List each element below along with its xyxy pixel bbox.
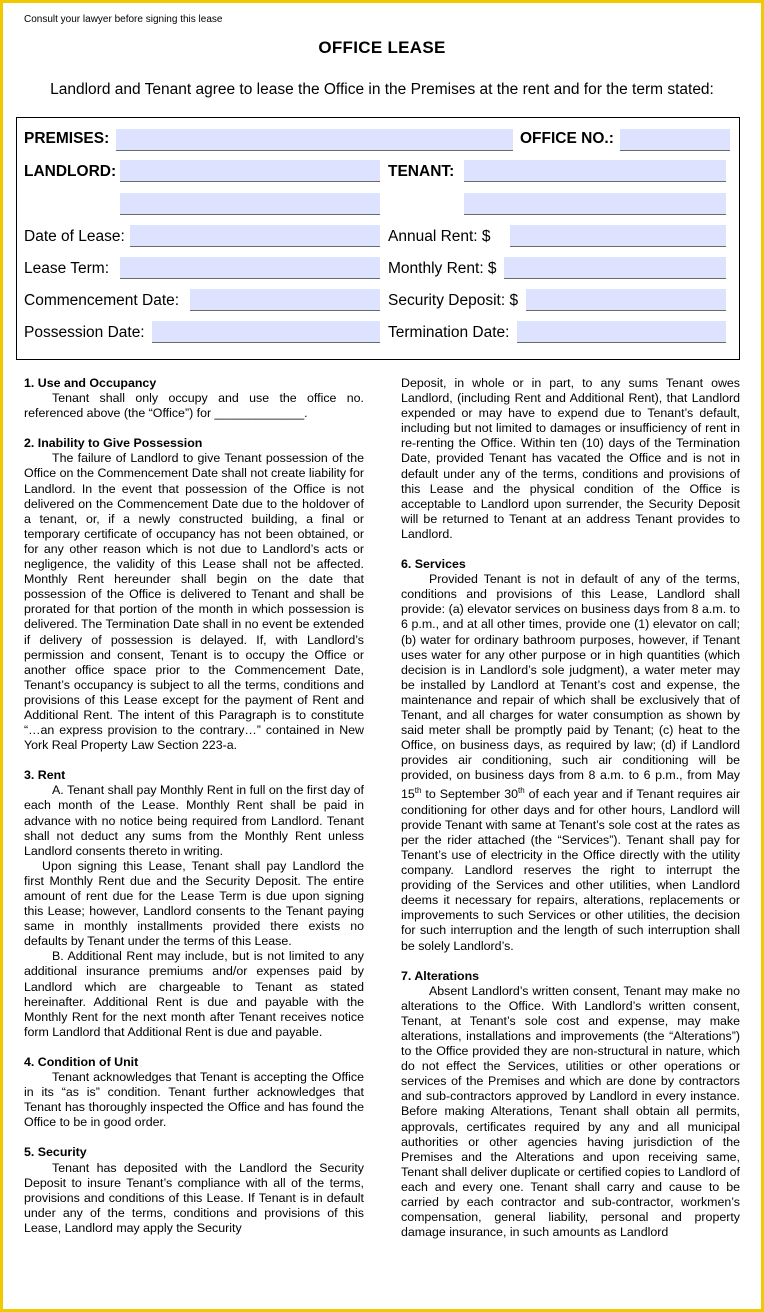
monthly-rent-label: Monthly Rent: $ (388, 260, 497, 277)
date-of-lease-label: Date of Lease: (24, 228, 125, 245)
section-text: Absent Landlord’s written consent, Tenant may make no alterations to the Office. With Landlord’s written consent, Tenant, at Tenant’s sole cost and expense, may make alterations, installations and improvements (the “Alterations”) to the Office provided they are non-structural in nature, which do not effect the Services, utilities or other operations or services of the Premises and which are done by contractors and sub-contractors approved by Landlord in every instance. Before making Alterations, Tenant shall obtain all permits, approvals, certificates required by any and all municipal authorities or other agencies having jurisdiction of the Premises and the Alterations and upon receiving same, Tenant shall deliver duplicate or certified copies to Landlord of each and every one. Tenant shall carry and cause to be carried by each contractor and sub-contractor, workmen’s compensation, general liability, personal and property damage insurance, in such amounts as Landlord (401, 983, 740, 1240)
tenant-label: TENANT: (388, 163, 455, 180)
section-text: Tenant has deposited with the Landlord the Security Deposit to insure Tenant’s compliance with all of the terms, provisions and conditions of this Lease. If Tenant is in default under any of the terms, conditions and provisions of this Lease, Landlord may apply the Security (24, 1160, 364, 1235)
lease-form (16, 117, 740, 360)
superscript: th (414, 786, 422, 796)
lease-term-label: Lease Term: (24, 260, 110, 277)
services-text-c: of each year and if Tenant requires air conditioning for other days and for other hours, Landlord will provide Tenant with same at Tenant’s sole cost at the rates as per the rider attached (the “Services”). Tenant shall pay for Tenant’s use of electricity in the Office directly with the utility company. Landlord reserves the right to interrupt the providing of the Services and other utilities, when Landlord deems it necessary for repairs, alterations, replacements or improvements to such Services or other utilities, the decision for such interruption and the length of such interruption shall be solely Landlord’s. (401, 787, 740, 953)
section-heading: 5. Security (24, 1145, 87, 1160)
section-heading: 1. Use and Occupancy (24, 376, 157, 390)
page-subtitle: Landlord and Tenant agree to lease the Office in the Premises at the rent and for the term stated: (50, 81, 714, 98)
section-heading: 6. Services (401, 557, 466, 572)
section-text: Tenant shall only occupy and use the office no. referenced above (the “Office”) for _____________. (24, 391, 364, 421)
termination-date-field[interactable] (517, 321, 726, 343)
annual-rent-field[interactable] (510, 225, 726, 247)
section-text (401, 572, 740, 953)
office-no-label: OFFICE NO.: (520, 130, 614, 147)
section-text: Deposit, in whole or in part, to any sums Tenant owes Landlord, (including Rent and Additional Rent), that Landlord expended or may have to expend due to Tenant’s default, including but not limited to damages or insufficiency of rent in re-renting the Office. Within ten (10) days of the Termination Date, provided Tenant has vacated the Office and is not in default under any of the terms, conditions and provisions of this Lease and the physical condition of the Office is acceptable to Landlord upon surrender, the Security Deposit will be returned to Tenant at an address Tenant provides to Landlord. (401, 376, 740, 541)
office-no-field[interactable] (620, 129, 730, 151)
security-deposit-field[interactable] (526, 289, 726, 311)
section-heading: 2. Inability to Give Possession (24, 436, 203, 451)
superscript: th (518, 786, 525, 796)
monthly-rent-field[interactable] (504, 257, 726, 279)
section-text: Tenant acknowledges that Tenant is accepting the Office in its “as is” condition. Tenant further acknowledges that Tenant has thoroughly inspected the Office and has found the Office to be in good order. (24, 1070, 364, 1130)
security-deposit-label: Security Deposit: $ (388, 292, 519, 309)
section-heading: 4. Condition of Unit (24, 1054, 139, 1069)
possession-date-field[interactable] (152, 321, 380, 343)
possession-date-label: Possession Date: (24, 324, 145, 341)
date-of-lease-field[interactable] (130, 225, 380, 247)
tenant-field[interactable] (464, 160, 726, 182)
commencement-date-label: Commencement Date: (24, 292, 180, 309)
services-text-b: to September 30 (421, 787, 519, 802)
section-text: A. Tenant shall pay Monthly Rent in full on the first day of each month of the Lease. Monthly Rent shall be paid in advance with no notice being required from Landlord. Tenant shall not deduct any sums from the Monthly Rent unless Landlord consents thereto in writing. (24, 783, 364, 858)
landlord-field-2[interactable] (120, 193, 380, 215)
annual-rent-label: Annual Rent: $ (388, 228, 491, 245)
section-text: The failure of Landlord to give Tenant possession of the Office on the Commencement Date shall not create liability for Landlord. In the event that possession of the Office is not delivered on the Commencement Date due to the holdover of a tenant, or, if a newly constructed building, a final or temporary certificate of occupancy has not been obtained, or for any other reason which is not due to Landlord’s acts or negligence, the validity of this Lease shall not be affected. Monthly Rent hereunder shall begin on the date that possession of the Office is delivered to Tenant and shall be prorated for that portion of the month in which possession is delivered. The Termination Date shall in no event be extended if delivery of possession is delayed. If, with Landlord’s permission and consent, Tenant is to occupy the Office or another office space prior to the Commencement Date, Tenant’s occupancy is subject to all the terms, conditions and provisions of this Lease except for the payment of Rent and Additional Rent. The intent of this Paragraph is to constitute “…an express provision to the contrary…” contained in New York Real Property Law Section 223-a. (24, 451, 364, 753)
tenant-field-2[interactable] (464, 193, 726, 215)
section-text: Upon signing this Lease, Tenant shall pay Landlord the first Monthly Rent due and the Security Deposit. The entire amount of rent due for the Lease Term is due upon signing this Lease; however, Landlord consents to the Tenant paying same in monthly installments provided there exists no defaults by Tenant under the terms of this Lease. (24, 858, 364, 949)
landlord-field[interactable] (120, 160, 380, 182)
lease-term-field[interactable] (120, 257, 380, 279)
premises-field[interactable] (116, 129, 513, 151)
premises-label: PREMISES: (24, 130, 110, 147)
lawyer-note: Consult your lawyer before signing this lease (24, 14, 223, 25)
services-text-a: Provided Tenant is not in default of any of the terms, conditions and provisions of this Lease, Landlord shall provide: (a) elevator services on business days from 8 a.m. to 6 p.m., and at all other times, provide one (1) elevator on call; (b) water for ordinary bathroom purposes, however, if Tenant uses water for any other purpose or in high quantities (which decision is in Landlord’s sole judgment), a water meter may be installed by Landlord at Tenant’s cost and expense, the maintenance and repair of which shall be exclusively that of Tenant, and all charges for water consumption as shown by said meter shall be promptly paid by Tenant; (c) heat to the Office, on business days, as required by law; (d) if Landlord provides air conditioning, such air conditioning will be provided, on business days from 8 a.m. to 6 p.m., from May 15 (401, 572, 740, 802)
landlord-label: LANDLORD: (24, 163, 117, 180)
section-text: B. Additional Rent may include, but is not limited to any additional insurance premiums and/or expenses paid by Landlord which are chargeable to Tenant as stated hereinafter. Additional Rent is due and payable with the Monthly Rent for the next month after Tenant receives notice form Landlord that Additional Rent is due and payable. (24, 949, 364, 1039)
page-title: OFFICE LEASE (318, 38, 446, 57)
section-heading: 7. Alterations (401, 968, 480, 983)
right-column (401, 376, 740, 1240)
termination-date-label: Termination Date: (388, 324, 510, 341)
left-column (24, 376, 364, 1236)
commencement-date-field[interactable] (190, 289, 380, 311)
section-heading: 3. Rent (24, 768, 66, 783)
